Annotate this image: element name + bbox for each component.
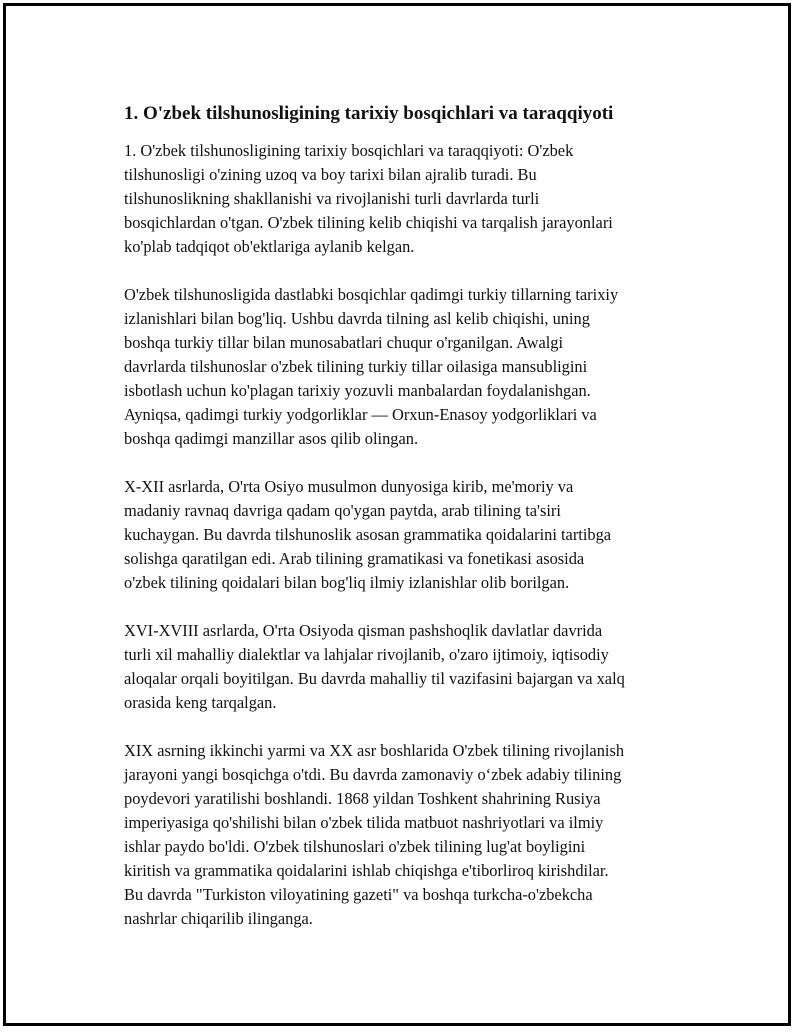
- page-frame: [3, 3, 791, 1026]
- text-line: aloqalar orqali boyitilgan. Bu davrda mahalliy til vazifasini bajargan va xalq: [124, 669, 625, 688]
- text-line: nashrlar chiqarilib ilinganga.: [124, 909, 313, 928]
- text-line: jarayoni yangi bosqichga o'tdi. Bu davrda zamonaviy o‘zbek adabiy tilining: [124, 765, 622, 784]
- text-line: bosqichlardan o'tgan. O'zbek tilining kelib chiqishi va tarqalish jarayonlari: [124, 213, 613, 232]
- text-line: orasida keng tarqalgan.: [124, 693, 277, 712]
- text-line: boshqa qadimgi manzillar asos qilib olingan.: [124, 429, 419, 448]
- paragraph-5: [124, 739, 694, 931]
- text-line: davrlarda tilshunoslar o'zbek tilining turkiy tillar oilasiga mansubligini: [124, 357, 588, 376]
- document-body: [124, 101, 694, 955]
- text-line: X-XII asrlarda, O'rta Osiyo musulmon dunyosiga kirib, me'moriy va: [124, 477, 574, 496]
- paragraph-2: [124, 283, 694, 451]
- text-line: Ayniqsa, qadimgi turkiy yodgorliklar — Orxun-Enasoy yodgorliklari va: [124, 405, 597, 424]
- text-line: poydevori yaratilishi boshlandi. 1868 yildan Toshkent shahrining Rusiya: [124, 789, 601, 808]
- text-line: boshqa turkiy tillar bilan munosabatlari chuqur o'rganilgan. Awalgi: [124, 333, 564, 352]
- text-line: turli xil mahalliy dialektlar va lahjalar rivojlanib, o'zaro ijtimoiy, iqtisodiy: [124, 645, 609, 664]
- text-line: imperiyasiga qo'shilishi bilan o'zbek tilida matbuot nashriyotlari va ilmiy: [124, 813, 604, 832]
- paragraph-1: [124, 139, 694, 259]
- text-line: kiritish va grammatika qoidalarini ishlab chiqishga e'tiborliroq kirishdilar.: [124, 861, 609, 880]
- text-line: kuchaygan. Bu davrda tilshunoslik asosan grammatika qoidalarini tartibga: [124, 525, 612, 544]
- text-line: ko'plab tadqiqot ob'ektlariga aylanib kelgan.: [124, 237, 415, 256]
- text-line: XIX asrning ikkinchi yarmi va XX asr boshlarida O'zbek tilining rivojlanish: [124, 741, 625, 760]
- text-line: ishlar paydo bo'ldi. O'zbek tilshunoslari o'zbek tilining lug'at boyligini: [124, 837, 586, 856]
- text-line: madaniy ravnaq davriga qadam qo'ygan paytda, arab tilining ta'siri: [124, 501, 561, 520]
- text-line: Bu davrda "Turkiston viloyatining gazeti" va boshqa turkcha-o'zbekcha: [124, 885, 593, 904]
- paragraph-3: [124, 475, 694, 595]
- text-line: isbotlash uchun ko'plagan tarixiy yozuvli manbalardan foydalanishgan.: [124, 381, 591, 400]
- text-line: tilshunosligi o'zining uzoq va boy tarixi bilan ajralib turadi. Bu: [124, 165, 537, 184]
- text-line: o'zbek tilining qoidalari bilan bog'liq ilmiy izlanishlar olib borilgan.: [124, 573, 570, 592]
- text-line: O'zbek tilshunosligida dastlabki bosqichlar qadimgi turkiy tillarning tarixiy: [124, 285, 619, 304]
- text-line: 1. O'zbek tilshunosligining tarixiy bosqichlari va taraqqiyoti: O'zbek: [124, 141, 574, 160]
- text-line: XVI-XVIII asrlarda, O'rta Osiyoda qisman pashshoqlik davlatlar davrida: [124, 621, 603, 640]
- text-line: solishga qaratilgan edi. Arab tilining gramatikasi va fonetikasi asosida: [124, 549, 585, 568]
- text-line: izlanishlari bilan bog'liq. Ushbu davrda tilning asl kelib chiqishi, uning: [124, 309, 590, 328]
- document-title: 1. O'zbek tilshunosligining tarixiy bosqichlari va taraqqiyoti: [124, 103, 614, 124]
- text-line: tilshunoslikning shakllanishi va rivojlanishi turli davrlarda turli: [124, 189, 540, 208]
- paragraph-4: [124, 619, 694, 715]
